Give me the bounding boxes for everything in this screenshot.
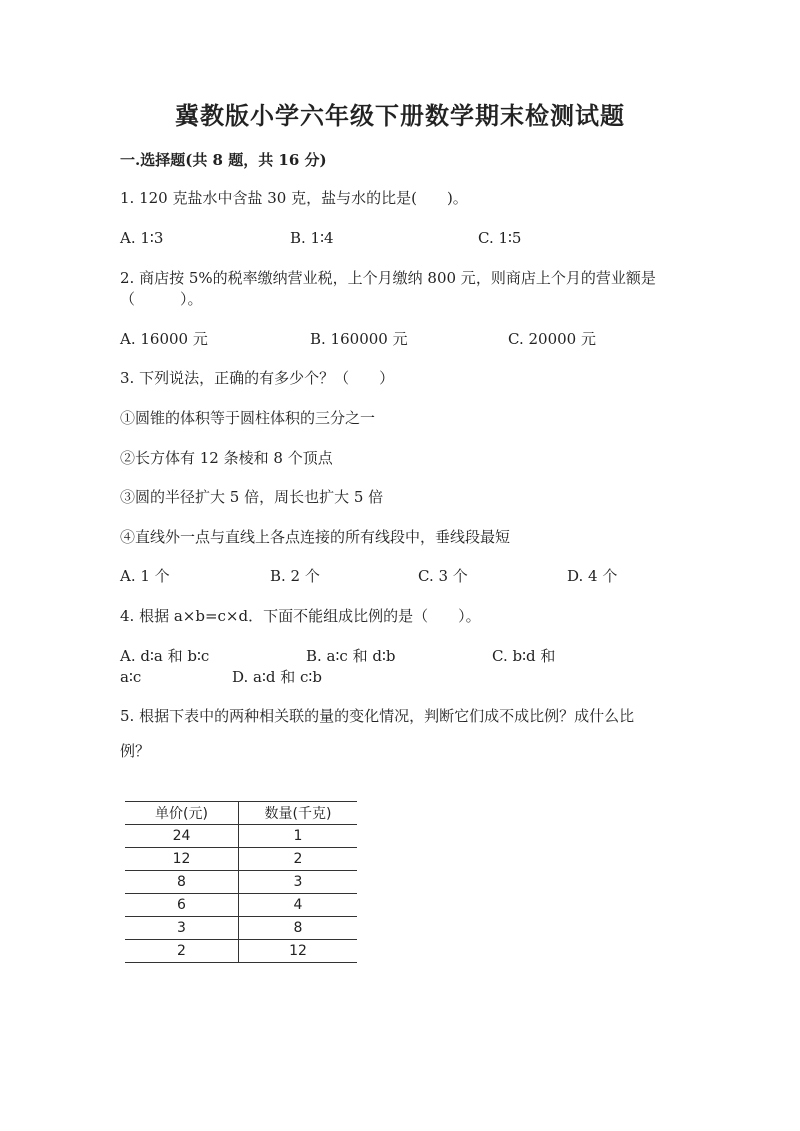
table-cell: 6	[125, 894, 239, 917]
question-1-option-b: B. 1∶4	[290, 229, 334, 247]
question-3-option-c: C. 3 个	[418, 567, 468, 585]
question-5-text-line1: 5. 根据下表中的两种相关联的量的变化情况，判断它们成不成比例？成什么比	[120, 707, 635, 725]
question-4-option-a: A. d∶a 和 b∶c	[120, 647, 210, 665]
section-heading: 一.选择题(共 8 题，共 16 分)	[120, 151, 327, 169]
table-row	[125, 894, 357, 917]
table-cell: 3	[239, 871, 358, 894]
table-row	[125, 940, 357, 963]
table-header-row	[125, 802, 357, 825]
table-cell: 12	[239, 940, 358, 963]
table-cell: 3	[125, 917, 239, 940]
question-3-option-d: D. 4 个	[567, 567, 618, 585]
column-header-unit-price: 单价(元)	[125, 802, 239, 825]
table-cell: 12	[125, 848, 239, 871]
table-cell: 8	[125, 871, 239, 894]
question-1-option-c: C. 1∶5	[478, 229, 522, 247]
question-3-statement-1: ①圆锥的体积等于圆柱体积的三分之一	[120, 409, 376, 427]
question-4-text: 4. 根据 a×b=c×d．下面不能组成比例的是（ ）。	[120, 607, 481, 625]
column-header-quantity: 数量(千克)	[239, 802, 358, 825]
question-2-option-b: B. 160000 元	[310, 330, 408, 348]
question-3-statement-4: ④直线外一点与直线上各点连接的所有线段中，垂线段最短	[120, 528, 511, 546]
table-cell: 1	[239, 825, 358, 848]
question-4-option-d: D. a∶d 和 c∶b	[232, 668, 322, 686]
table-row	[125, 871, 357, 894]
question-4-option-b: B. a∶c 和 d∶b	[306, 647, 396, 665]
question-1-text: 1. 120 克盐水中含盐 30 克，盐与水的比是( )。	[120, 189, 468, 207]
page-title: 冀教版小学六年级下册数学期末检测试题	[175, 101, 625, 130]
table-cell: 2	[125, 940, 239, 963]
question-5-text-line2: 例？	[120, 742, 151, 760]
table-row	[125, 825, 357, 848]
question-2-option-a: A. 16000 元	[120, 330, 208, 348]
question-3-text: 3. 下列说法，正确的有多少个？（ ）	[120, 369, 395, 387]
question-1-option-a: A. 1∶3	[120, 229, 164, 247]
question-3-option-b: B. 2 个	[270, 567, 320, 585]
table-cell: 2	[239, 848, 358, 871]
question-4-option-c-line2: a∶c	[120, 668, 142, 686]
question-2-text-line2: （ ）。	[120, 290, 203, 308]
question-3-statement-2: ②长方体有 12 条棱和 8 个顶点	[120, 449, 333, 467]
table-cell: 8	[239, 917, 358, 940]
question-3-statement-3: ③圆的半径扩大 5 倍，周长也扩大 5 倍	[120, 488, 384, 506]
question-3-option-a: A. 1 个	[120, 567, 170, 585]
table-row	[125, 848, 357, 871]
price-quantity-table	[125, 801, 357, 963]
table-cell: 24	[125, 825, 239, 848]
question-4-option-c-line1: C. b∶d 和	[492, 647, 556, 665]
table-cell: 4	[239, 894, 358, 917]
question-2-option-c: C. 20000 元	[508, 330, 596, 348]
question-2-text-line1: 2. 商店按 5%的税率缴纳营业税，上个月缴纳 800 元，则商店上个月的营业额是	[120, 269, 656, 287]
table-row	[125, 917, 357, 940]
